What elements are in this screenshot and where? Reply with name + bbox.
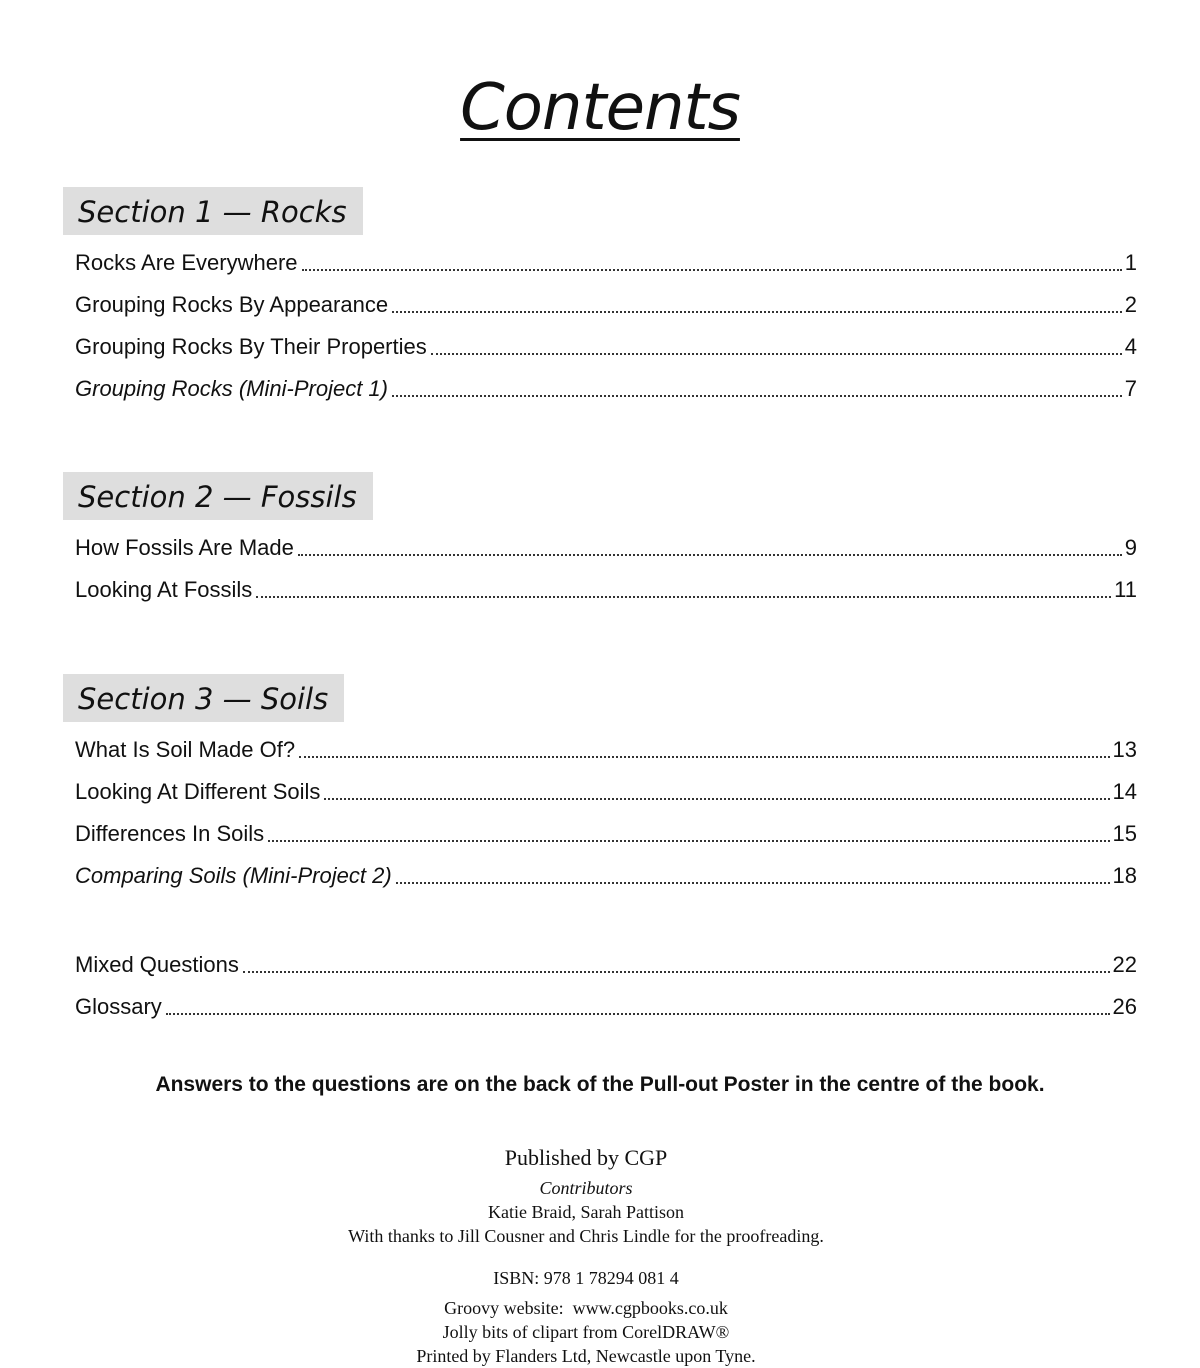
toc-entry[interactable]: [75, 777, 1137, 807]
contributors-names: Katie Braid, Sarah Pattison: [488, 1202, 684, 1222]
dot-leader: [268, 840, 1109, 842]
toc-entry-page: 7: [1124, 376, 1137, 401]
toc-entry-page: 18: [1112, 863, 1137, 888]
toc-entry-page: 2: [1124, 292, 1137, 317]
toc-entry-glossary[interactable]: [75, 992, 1137, 1022]
toc-entry-label: Looking At Different Soils: [75, 779, 321, 804]
dot-leader: [392, 311, 1122, 313]
toc-entry-page: 1: [1124, 250, 1137, 275]
toc-entry[interactable]: [75, 248, 1137, 278]
toc-entry-label: Looking At Fossils: [75, 577, 253, 602]
toc-entry[interactable]: [75, 374, 1137, 404]
toc-entry-label: Comparing Soils (Mini-Project 2): [75, 863, 392, 888]
toc-entry[interactable]: [75, 735, 1137, 765]
section-2-heading: Section 2 — Fossils: [63, 472, 373, 520]
toc-entry-page: 13: [1112, 737, 1137, 762]
toc-entry-label: Glossary: [75, 994, 162, 1019]
toc-entry[interactable]: [75, 575, 1137, 605]
section-3-heading: Section 3 — Soils: [63, 674, 344, 722]
dot-leader: [256, 596, 1111, 598]
dot-leader: [302, 269, 1122, 271]
toc-entry-page: 22: [1112, 952, 1137, 977]
dot-leader: [166, 1013, 1110, 1015]
page-title: Contents: [460, 71, 740, 145]
dot-leader: [392, 395, 1122, 397]
contributors-heading: Contributors: [539, 1178, 633, 1198]
toc-entry-page: 4: [1124, 334, 1137, 359]
toc-entry-page: 26: [1112, 994, 1137, 1019]
isbn: ISBN: 978 1 78294 081 4: [493, 1268, 679, 1288]
website: Groovy website: www.cgpbooks.co.uk: [444, 1298, 728, 1318]
toc-entry-label: How Fossils Are Made: [75, 535, 294, 560]
clipart-credit: Jolly bits of clipart from CorelDRAW®: [442, 1322, 730, 1342]
toc-entry-page: 9: [1124, 535, 1137, 560]
dot-leader: [299, 756, 1109, 758]
toc-entry-label: Differences In Soils: [75, 821, 265, 846]
section-1-heading: Section 1 — Rocks: [63, 187, 363, 235]
toc-entry[interactable]: [75, 861, 1137, 891]
toc-entry-label: What Is Soil Made Of?: [75, 737, 296, 762]
toc-entry-page: 14: [1112, 779, 1137, 804]
toc-entry-label: Mixed Questions: [75, 952, 239, 977]
toc-entry[interactable]: [75, 290, 1137, 320]
toc-entry-label: Grouping Rocks By Their Properties: [75, 334, 427, 359]
dot-leader: [243, 971, 1110, 973]
toc-entry-page: 11: [1114, 577, 1137, 602]
toc-entry-label: Grouping Rocks By Appearance: [75, 292, 389, 317]
toc-entry[interactable]: [75, 332, 1137, 362]
toc-entry[interactable]: [75, 533, 1137, 563]
dot-leader: [324, 798, 1109, 800]
proofreading-thanks: With thanks to Jill Cousner and Chris Lindle for the proofreading.: [348, 1226, 824, 1246]
published-by: Published by CGP: [504, 1145, 668, 1170]
toc-entry-label: Rocks Are Everywhere: [75, 250, 298, 275]
dot-leader: [396, 882, 1110, 884]
toc-entry-label: Grouping Rocks (Mini-Project 1): [75, 376, 388, 401]
toc-entry-mixed-questions[interactable]: [75, 950, 1137, 980]
answers-note: Answers to the questions are on the back of the Pull-out Poster in the centre of the book.: [155, 1073, 1045, 1096]
dot-leader: [431, 353, 1122, 355]
toc-entry[interactable]: [75, 819, 1137, 849]
dot-leader: [298, 554, 1122, 556]
printed-by: Printed by Flanders Ltd, Newcastle upon Tyne.: [416, 1346, 756, 1366]
toc-entry-page: 15: [1112, 821, 1137, 846]
